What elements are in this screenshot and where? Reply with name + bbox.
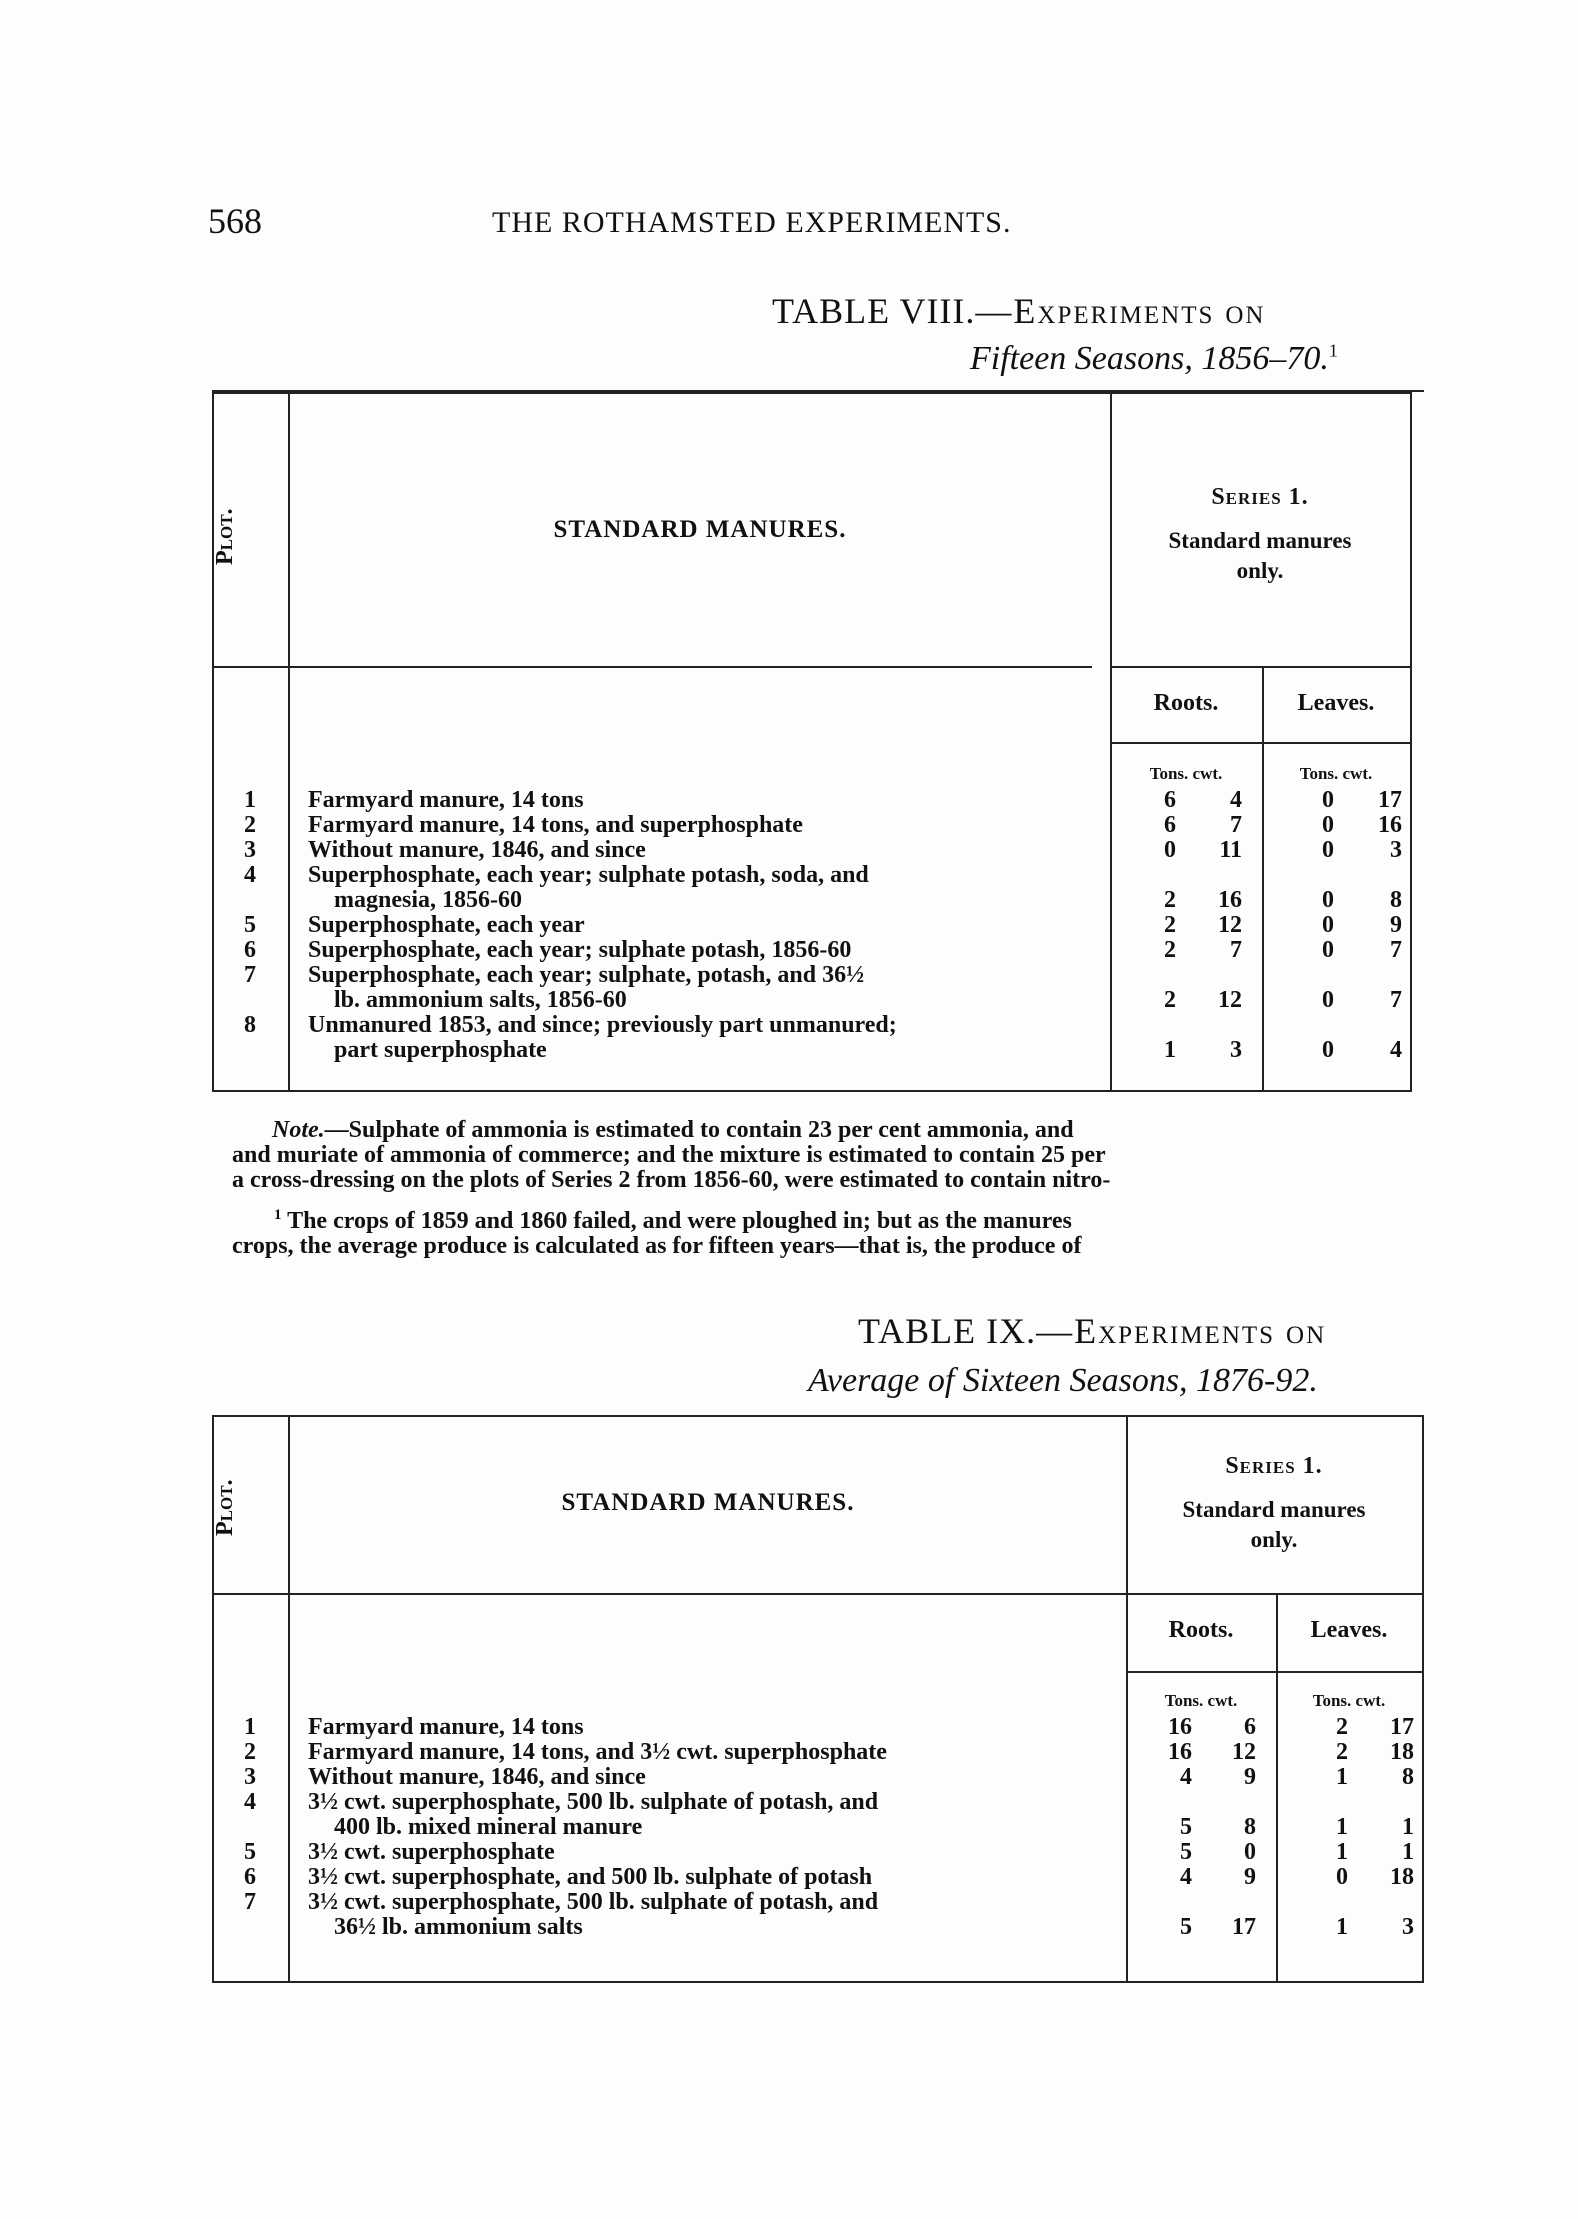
plot-number: 2	[244, 1739, 256, 1765]
plot-number: 6	[244, 1864, 256, 1890]
table9-title-tail: —Experiments on	[1036, 1311, 1327, 1351]
manure-line-1: 3½ cwt. superphosphate	[308, 1839, 555, 1865]
roots-tons-value: 5	[1180, 1814, 1192, 1840]
leaves-tons-value: 0	[1322, 887, 1334, 913]
leaves-cwt-value: 3	[1402, 1914, 1414, 1940]
plot-number: 5	[244, 1839, 256, 1865]
roots-tons-value: 16	[1168, 1739, 1192, 1765]
table8-plot-header: Plot.	[212, 508, 238, 566]
leaves-tons-value: 2	[1336, 1714, 1348, 1740]
table8-sub-rule	[1110, 742, 1410, 744]
roots-tons-value: 0	[1164, 837, 1176, 863]
manure-line-1: Without manure, 1846, and since	[308, 1764, 646, 1790]
roots-tons-value: 6	[1164, 812, 1176, 838]
manure-description	[308, 938, 1108, 963]
plot-number: 3	[244, 1764, 256, 1790]
manure-line-1: Superphosphate, each year; sulphate, potash, and 36½	[308, 962, 865, 988]
table9-plot-rule	[288, 1415, 290, 1983]
manure-line-1: Without manure, 1846, and since	[308, 837, 646, 863]
roots-cwt-value: 12	[1232, 1739, 1256, 1765]
roots-cwt-value: 9	[1244, 1864, 1256, 1890]
roots-cwt-value: 12	[1218, 912, 1242, 938]
table9-roots-leaves-rule	[1276, 1593, 1278, 1983]
manure-description	[308, 1865, 1108, 1890]
manure-line-2: 36½ lb. ammonium salts	[334, 1914, 583, 1940]
table9-top-rule	[212, 1415, 1424, 1417]
table9-sub-rule	[1126, 1671, 1424, 1673]
note-line-1: —Sulphate of ammonia is estimated to contain 23 per cent ammonia, and	[324, 1117, 1074, 1143]
table9	[212, 1415, 1424, 1983]
plot-number: 5	[244, 912, 256, 938]
leaves-cwt-value: 8	[1402, 1764, 1414, 1790]
plot-number: 4	[244, 1789, 256, 1815]
leaves-tons-value: 0	[1322, 912, 1334, 938]
manure-line-1: 3½ cwt. superphosphate, 500 lb. sulphate of potash, and	[308, 1889, 879, 1915]
leaves-tons-value: 1	[1336, 1764, 1348, 1790]
leaves-cwt-value: 1	[1402, 1814, 1414, 1840]
table9-series-desc-2: only.	[1250, 1527, 1298, 1552]
manure-description	[308, 1715, 1108, 1740]
roots-tons-value: 1	[1164, 1037, 1176, 1063]
plot-number: 6	[244, 937, 256, 963]
table8-bottom-rule	[212, 1090, 1412, 1092]
roots-cwt-value: 8	[1244, 1814, 1256, 1840]
roots-cwt-value: 17	[1232, 1914, 1256, 1940]
leaves-tons-value: 1	[1336, 1914, 1348, 1940]
manure-line-1: Superphosphate, each year; sulphate potash, 1856-60	[308, 937, 852, 963]
manure-line-1: Farmyard manure, 14 tons	[308, 1714, 584, 1740]
manure-description	[308, 1740, 1108, 1765]
table9-title-main: TABLE IX.	[858, 1311, 1037, 1351]
running-title: THE ROTHAMSTED EXPERIMENTS.	[492, 206, 1012, 239]
leaves-tons-value: 0	[1322, 787, 1334, 813]
table9-roots-units: Tons. cwt.	[1164, 1691, 1238, 1710]
table9-leaves-header: Leaves.	[1310, 1617, 1388, 1643]
roots-tons-value: 5	[1180, 1914, 1192, 1940]
leaves-tons-value: 2	[1336, 1739, 1348, 1765]
plot-number: 2	[244, 812, 256, 838]
plot-number: 3	[244, 837, 256, 863]
table9-plot-header: Plot.	[212, 1479, 238, 1537]
manure-description	[308, 963, 1108, 1013]
table8-series-desc-2: only.	[1236, 558, 1284, 583]
note-line-3: a cross-dressing on the plots of Series 2 from 1856-60, were estimated to contain nitro-	[232, 1167, 1111, 1193]
manure-description	[308, 1013, 1108, 1063]
footnote-mark: 1	[274, 1207, 282, 1223]
table8-series-header	[1110, 482, 1410, 586]
table8-roots-units: Tons. cwt.	[1149, 764, 1223, 783]
table8-subtitle	[970, 340, 1338, 378]
leaves-cwt-value: 8	[1390, 887, 1402, 913]
roots-cwt-value: 3	[1230, 1037, 1242, 1063]
roots-cwt-value: 0	[1244, 1839, 1256, 1865]
table8-series-label: Series 1.	[1211, 484, 1309, 510]
plot-number: 7	[244, 1889, 256, 1915]
table8-leaves-units: Tons. cwt.	[1299, 764, 1373, 783]
manure-line-1: Farmyard manure, 14 tons, and 3½ cwt. superphosphate	[308, 1739, 887, 1765]
table8-top-rule	[212, 392, 1412, 394]
leaves-cwt-value: 18	[1390, 1739, 1414, 1765]
plot-number: 4	[244, 862, 256, 888]
manure-line-1: 3½ cwt. superphosphate, 500 lb. sulphate of potash, and	[308, 1789, 879, 1815]
manure-description	[308, 1890, 1108, 1940]
plot-number: 1	[244, 1714, 256, 1740]
leaves-cwt-value: 7	[1390, 987, 1402, 1013]
manure-line-2: part superphosphate	[334, 1037, 547, 1063]
notes-block	[232, 1118, 1427, 1259]
roots-cwt-value: 9	[1244, 1764, 1256, 1790]
manure-line-2: 400 lb. mixed mineral manure	[334, 1814, 643, 1840]
leaves-cwt-value: 17	[1378, 787, 1402, 813]
leaves-cwt-value: 3	[1390, 837, 1402, 863]
table8-series-desc-1: Standard manures	[1168, 528, 1352, 553]
table9-title	[858, 1310, 1326, 1352]
table9-series-header	[1126, 1451, 1422, 1555]
leaves-tons-value: 0	[1322, 812, 1334, 838]
leaves-cwt-value: 1	[1402, 1839, 1414, 1865]
leaves-tons-value: 0	[1322, 837, 1334, 863]
manure-description	[308, 913, 1108, 938]
roots-tons-value: 6	[1164, 787, 1176, 813]
leaves-cwt-value: 7	[1390, 937, 1402, 963]
roots-tons-value: 2	[1164, 987, 1176, 1013]
manure-line-2: magnesia, 1856-60	[334, 887, 522, 913]
table9-subtitle: Average of Sixteen Seasons, 1876-92.	[808, 1362, 1318, 1399]
roots-cwt-value: 12	[1218, 987, 1242, 1013]
manure-description	[308, 863, 1108, 913]
leaves-tons-value: 0	[1322, 937, 1334, 963]
table8-subtitle-text: Fifteen Seasons, 1856–70.	[970, 340, 1329, 377]
manure-description	[308, 813, 1108, 838]
note-line-2: and muriate of ammonia of commerce; and the mixture is estimated to contain 25 per	[232, 1142, 1106, 1168]
table9-series-desc-1: Standard manures	[1182, 1497, 1366, 1522]
leaves-tons-value: 0	[1322, 987, 1334, 1013]
manure-line-1: Farmyard manure, 14 tons	[308, 787, 584, 813]
manure-description	[308, 838, 1108, 863]
table8-head-rule	[212, 666, 1092, 668]
table8-manures-header: STANDARD MANURES.	[553, 516, 847, 543]
roots-cwt-value: 16	[1218, 887, 1242, 913]
table9-leaves-units: Tons. cwt.	[1312, 1691, 1386, 1710]
manure-line-1: 3½ cwt. superphosphate, and 500 lb. sulphate of potash	[308, 1864, 873, 1890]
table9-head-rule	[212, 1593, 1424, 1595]
table8-right-rule	[1410, 392, 1412, 1092]
table8-plot-rule	[288, 392, 290, 1092]
roots-cwt-value: 6	[1244, 1714, 1256, 1740]
leaves-cwt-value: 16	[1378, 812, 1402, 838]
roots-tons-value: 4	[1180, 1764, 1192, 1790]
roots-tons-value: 2	[1164, 937, 1176, 963]
roots-tons-value: 2	[1164, 887, 1176, 913]
roots-tons-value: 4	[1180, 1864, 1192, 1890]
table8-roots-header: Roots.	[1153, 690, 1219, 716]
table9-right-rule	[1422, 1415, 1424, 1983]
manure-line-1: Superphosphate, each year; sulphate potash, soda, and	[308, 862, 869, 888]
leaves-tons-value: 0	[1322, 1037, 1334, 1063]
table8-title	[772, 290, 1265, 332]
table9-roots-header: Roots.	[1168, 1617, 1234, 1643]
table8-title-main: TABLE VIII.	[772, 291, 976, 331]
table8-footnote-mark: 1	[1328, 340, 1338, 361]
table8-head-rule-right	[1110, 666, 1410, 668]
plot-number: 1	[244, 787, 256, 813]
manure-line-1: Superphosphate, each year	[308, 912, 585, 938]
table8	[212, 390, 1424, 1090]
manure-line-1: Unmanured 1853, and since; previously part unmanured;	[308, 1012, 897, 1038]
roots-tons-value: 5	[1180, 1839, 1192, 1865]
manure-description	[308, 788, 1108, 813]
table9-bottom-rule	[212, 1981, 1424, 1983]
leaves-cwt-value: 17	[1390, 1714, 1414, 1740]
leaves-cwt-value: 18	[1390, 1864, 1414, 1890]
table9-manures-header: STANDARD MANURES.	[561, 1489, 855, 1516]
roots-tons-value: 2	[1164, 912, 1176, 938]
note-label: Note.	[272, 1117, 325, 1143]
manure-description	[308, 1840, 1108, 1865]
table8-leaves-header: Leaves.	[1297, 690, 1375, 716]
manure-line-1: Farmyard manure, 14 tons, and superphosphate	[308, 812, 803, 838]
roots-cwt-value: 4	[1230, 787, 1242, 813]
plot-number: 8	[244, 1012, 256, 1038]
table8-title-tail: —Experiments on	[975, 291, 1266, 331]
plot-number: 7	[244, 962, 256, 988]
leaves-cwt-value: 4	[1390, 1037, 1402, 1063]
manure-description	[308, 1790, 1108, 1840]
roots-tons-value: 16	[1168, 1714, 1192, 1740]
footnote-line-1: The crops of 1859 and 1860 failed, and were ploughed in; but as the manures	[281, 1208, 1072, 1234]
leaves-cwt-value: 9	[1390, 912, 1402, 938]
roots-cwt-value: 11	[1219, 837, 1242, 863]
page-number: 568	[208, 201, 262, 241]
manure-line-2: lb. ammonium salts, 1856-60	[334, 987, 627, 1013]
leaves-tons-value: 1	[1336, 1814, 1348, 1840]
table8-roots-leaves-rule	[1262, 666, 1264, 1092]
footnote-line-2: crops, the average produce is calculated as for fifteen years—that is, the produce of	[232, 1233, 1082, 1259]
leaves-tons-value: 0	[1336, 1864, 1348, 1890]
table9-series-label: Series 1.	[1225, 1453, 1323, 1479]
roots-cwt-value: 7	[1230, 937, 1242, 963]
manure-description	[308, 1765, 1108, 1790]
leaves-tons-value: 1	[1336, 1839, 1348, 1865]
roots-cwt-value: 7	[1230, 812, 1242, 838]
